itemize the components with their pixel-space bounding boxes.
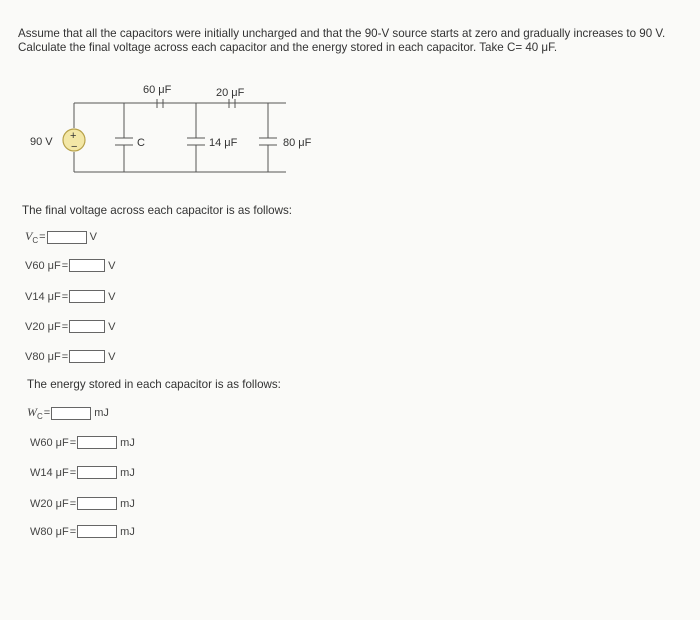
v60-input[interactable]: [69, 259, 105, 272]
source-plus: +: [70, 130, 77, 142]
vc-symbol: V: [25, 229, 33, 243]
voltage-row-c: $V_C$ = V: [25, 229, 97, 246]
voltage-row-80: V80 μF = V: [25, 350, 116, 363]
energy-row-60: W60 μF = mJ: [30, 436, 135, 449]
w20-input[interactable]: [77, 497, 117, 510]
w20-label: W20 μF: [30, 497, 69, 510]
voltage-row-60: V60 μF = V: [25, 259, 116, 272]
cap-60-label: 60 μF: [143, 84, 172, 96]
problem-line-2: Calculate the final voltage across each capacitor and the energy stored in each capacitor. Take C= 40 μF.: [18, 41, 558, 54]
v14-label: V14 μF: [25, 290, 61, 303]
w14-label: W14 μF: [30, 466, 69, 479]
w60-input[interactable]: [77, 436, 117, 449]
v20-label: V20 μF: [25, 320, 61, 333]
cap-20-label: 20 μF: [216, 87, 245, 99]
v80-label: V80 μF: [25, 350, 61, 363]
v20-input[interactable]: [69, 320, 105, 333]
energy-row-20: W20 μF = mJ: [30, 497, 135, 510]
w60-label: W60 μF: [30, 436, 69, 449]
source-minus: −: [71, 141, 78, 153]
v60-label: V60 μF: [25, 259, 61, 272]
voltage-row-20: V20 μF = V: [25, 320, 116, 333]
vc-input[interactable]: [47, 231, 87, 244]
w80-label: W80 μF: [30, 525, 69, 538]
v14-input[interactable]: [69, 290, 105, 303]
wc-symbol: W: [27, 405, 37, 419]
energy-row-14: W14 μF = mJ: [30, 466, 135, 479]
w14-input[interactable]: [77, 466, 117, 479]
w80-input[interactable]: [77, 525, 117, 538]
energy-row-c: $W_C$ = mJ: [27, 405, 109, 422]
voltage-row-14: V14 μF = V: [25, 290, 116, 303]
cap-80-label: 80 μF: [283, 137, 312, 149]
source-label: 90 V: [30, 136, 53, 148]
v80-input[interactable]: [69, 350, 105, 363]
problem-line-1: Assume that all the capacitors were initially uncharged and that the 90-V source starts at zero and gradually increases to 90 V.: [18, 27, 666, 40]
cap-c-label: C: [137, 137, 145, 149]
voltage-heading: The final voltage across each capacitor is as follows:: [22, 204, 293, 217]
wc-input[interactable]: [51, 407, 91, 420]
energy-heading: The energy stored in each capacitor is as follows:: [27, 378, 281, 391]
energy-row-80: W80 μF = mJ: [30, 525, 135, 538]
circuit-diagram: [0, 0, 700, 200]
cap-14-label: 14 μF: [209, 137, 238, 149]
